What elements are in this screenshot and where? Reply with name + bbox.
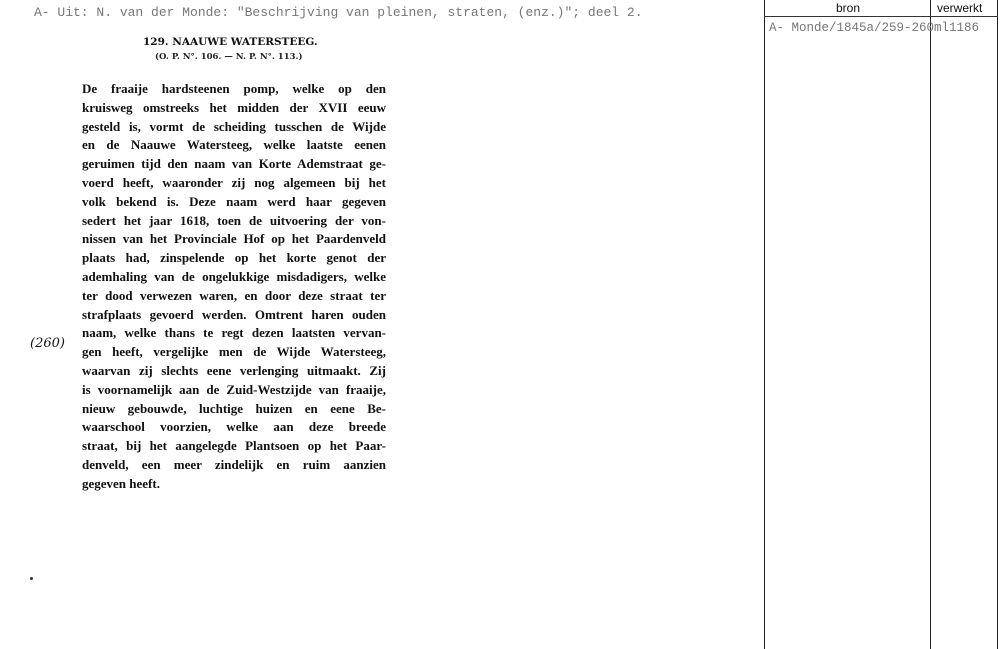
- text-line: voerd heeft, waaronder zij nog algemeen bij het: [82, 174, 386, 190]
- table-header-divider: [764, 16, 998, 17]
- entry-heading: 129. NAAUWE WATERSTEEG.: [143, 36, 318, 48]
- text-line: denveld, een meer zindelijk en ruim aanzien: [82, 456, 386, 472]
- text-line: waarvan zij slechts eene verlenging uitmaakt. Zij: [82, 362, 386, 378]
- text-line: strafplaats gevoerd werden. Omtrent haren ouden: [82, 306, 386, 322]
- table-column-divider: [930, 0, 931, 649]
- text-line: De fraaije hardsteenen pomp, welke op den: [82, 81, 386, 96]
- text-line: ademhaling van de ongelukkige misdadigers, welke: [82, 268, 386, 284]
- text-line: volk bekend is. Deze naam werd haar gegeven: [82, 193, 386, 209]
- source-line: A- Uit: N. van der Monde: "Beschrijving van pleinen, straten, (enz.)"; deel 2.: [34, 5, 643, 20]
- cell-bron: A- Monde/1845a/259-260: [769, 21, 935, 35]
- text-line: gegeven heeft.: [82, 475, 160, 491]
- body-text: [82, 80, 386, 494]
- text-line: is voornamelijk aan de Zuid-Westzijde van fraaije,: [82, 381, 386, 397]
- text-line: nissen van het Provinciale Hof op het Paardenveld: [82, 231, 386, 247]
- text-line: ter dood verwezen waren, en door deze straat ter: [82, 287, 386, 303]
- text-line: kruisweg omstreeks het midden der XVII eeuw: [82, 99, 386, 115]
- cell-verwerkt: ml1186: [934, 21, 980, 35]
- text-line: nieuw gebouwde, luchtige huizen en eene Be-: [82, 400, 386, 416]
- entry-subheading: (O. P. N°. 106. — N. P. N°. 113.): [155, 52, 303, 62]
- margin-page-note: (260): [30, 336, 65, 351]
- text-line: geruimen tijd den naam van Korte Ademstraat ge-: [82, 156, 386, 172]
- text-line: gesteld is, vormt de scheiding tusschen de Wijde: [82, 118, 386, 134]
- text-line: waarschool voorzien, welke aan deze breede: [82, 419, 386, 435]
- table-right-border: [997, 0, 998, 649]
- text-line: straat, bij het aangelegde Plantsoen op het Paar-: [82, 438, 386, 454]
- header-bron: bron: [836, 1, 861, 15]
- table-left-border: [764, 0, 765, 649]
- text-line: sedert het jaar 1618, toen de uitvoering der von-: [82, 212, 386, 228]
- header-verwerkt: verwerkt: [937, 1, 983, 15]
- text-line: en de Naauwe Watersteeg, welke laatste eenen: [82, 137, 386, 153]
- text-line: naam, welke thans te regt dezen laatsten vervan-: [82, 325, 386, 341]
- text-line: plaats had, zinspelende op het korte genot der: [82, 250, 386, 266]
- scan-speck: [30, 577, 33, 580]
- text-line: gen heeft, vergelijke men de Wijde Watersteeg,: [82, 344, 386, 360]
